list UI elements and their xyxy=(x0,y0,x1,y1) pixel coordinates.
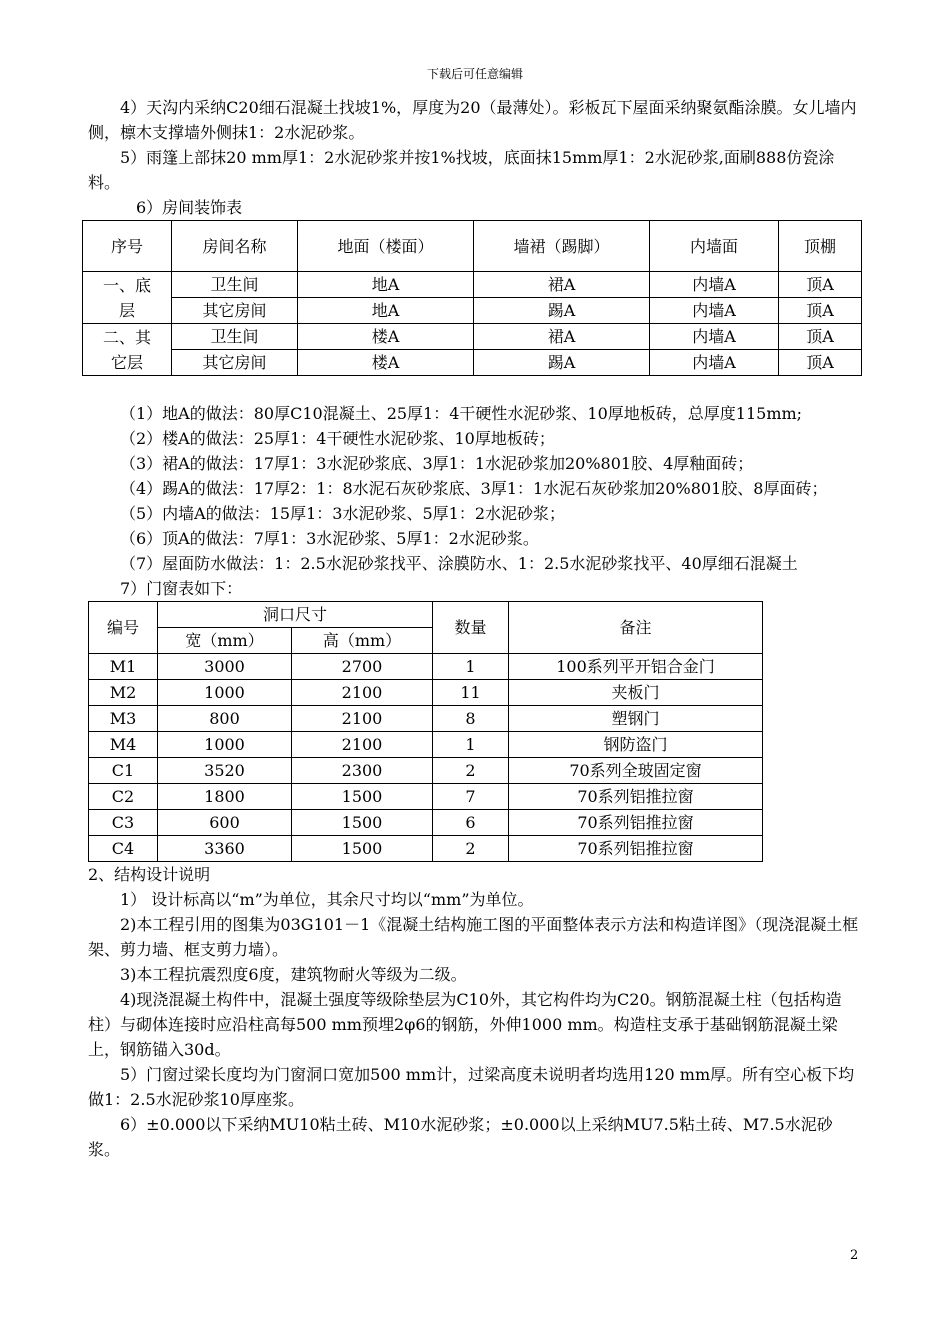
table-cell: 踢A xyxy=(474,350,650,376)
table-cell: 一、底层 xyxy=(83,272,172,324)
table-cell: 1500 xyxy=(292,810,433,836)
room-decoration-table xyxy=(82,220,862,376)
table-row xyxy=(89,758,763,784)
method-item: （5）内墙A的做法：15厚1：3水泥砂浆、5厚1：2水泥砂浆； xyxy=(120,504,565,523)
method-item: （6）顶A的做法：7厚1：3水泥砂浆、5厚1：2水泥砂浆。 xyxy=(120,529,539,548)
table-header-cell: 序号 xyxy=(83,221,172,272)
table-row xyxy=(83,350,862,376)
table-cell: 内墙A xyxy=(650,272,779,298)
table-row xyxy=(83,298,862,324)
table-header-cell: 数量 xyxy=(433,602,509,654)
table-row xyxy=(89,810,763,836)
table-cell: 1 xyxy=(433,654,509,680)
table-header-cell: 地面（楼面） xyxy=(298,221,474,272)
section-title: 6）房间装饰表 xyxy=(136,198,243,217)
table-cell: 7 xyxy=(433,784,509,810)
table-cell: C1 xyxy=(89,758,158,784)
page-number: 2 xyxy=(850,1248,859,1263)
table-header-cell: 墙裙（踢脚） xyxy=(474,221,650,272)
method-item: （3）裙A的做法：17厚1：3水泥砂浆底、3厚1：1水泥砂浆加20%801胶、4厚釉面砖； xyxy=(120,454,754,473)
table-cell: 3000 xyxy=(158,654,292,680)
door-window-table xyxy=(88,601,763,862)
table-header-row xyxy=(89,602,763,628)
paragraph: 6）±0.000以下采纳MU10粘土砖、M10水泥砂浆；±0.000以上采纳MU7.5粘土砖、M7.5水泥砂浆。 xyxy=(88,1115,833,1159)
table-cell: 踢A xyxy=(474,298,650,324)
section-title: 2、结构设计说明 xyxy=(88,865,211,884)
table-cell: 楼A xyxy=(298,350,474,376)
table-cell: 1500 xyxy=(292,836,433,862)
table-cell: 2 xyxy=(433,758,509,784)
paragraph: 1） 设计标高以“m”为单位，其余尺寸均以“mm”为单位。 xyxy=(120,890,534,909)
method-item: （7）屋面防水做法：1：2.5水泥砂浆找平、涂膜防水、1：2.5水泥砂浆找平、40厚细石混凝土 xyxy=(120,554,798,573)
table-cell: 楼A xyxy=(298,324,474,350)
table-cell: 塑钢门 xyxy=(509,706,763,732)
table-header-cell: 洞口尺寸 xyxy=(158,602,433,628)
table-header-cell: 房间名称 xyxy=(172,221,298,272)
table-cell: 钢防盗门 xyxy=(509,732,763,758)
table-cell: 其它房间 xyxy=(172,298,298,324)
table-row xyxy=(89,706,763,732)
table-cell: 1000 xyxy=(158,732,292,758)
table-header-cell: 内墙面 xyxy=(650,221,779,272)
paragraph: 2)本工程引用的图集为03G101－1《混凝土结构施工图的平面整体表示方法和构造详图》（现浇混凝土框架、剪力墙、框支剪力墙）。 xyxy=(88,915,859,959)
table-cell: 卫生间 xyxy=(172,324,298,350)
table-row xyxy=(89,836,763,862)
table-cell: C4 xyxy=(89,836,158,862)
table-cell: C2 xyxy=(89,784,158,810)
table-row xyxy=(89,732,763,758)
table-cell: 顶A xyxy=(779,324,862,350)
table-cell: 内墙A xyxy=(650,350,779,376)
table-row xyxy=(89,654,763,680)
table-cell: 2700 xyxy=(292,654,433,680)
table-row xyxy=(89,784,763,810)
table-cell: 卫生间 xyxy=(172,272,298,298)
table-cell: 800 xyxy=(158,706,292,732)
table-cell: 600 xyxy=(158,810,292,836)
paragraph: 3)本工程抗震烈度6度，建筑物耐火等级为二级。 xyxy=(120,965,467,984)
table-cell: 其它房间 xyxy=(172,350,298,376)
table-header-cell: 宽（mm） xyxy=(158,628,292,654)
table-row xyxy=(83,324,862,350)
table-cell: 2100 xyxy=(292,732,433,758)
table-row xyxy=(89,680,763,706)
document-body xyxy=(88,95,863,1162)
table-cell: M4 xyxy=(89,732,158,758)
table-cell: 2300 xyxy=(292,758,433,784)
table-cell: 内墙A xyxy=(650,298,779,324)
table-cell: 3360 xyxy=(158,836,292,862)
table-cell: 70系列全玻固定窗 xyxy=(509,758,763,784)
table-cell: 2100 xyxy=(292,706,433,732)
paragraph: 5）雨篷上部抹20 mm厚1：2水泥砂浆并按1%找坡，底面抹15mm厚1：2水泥砂浆,面刷888仿瓷涂料。 xyxy=(88,148,835,192)
table-header-cell: 高（mm） xyxy=(292,628,433,654)
table-cell: 8 xyxy=(433,706,509,732)
method-item: （4）踢A的做法：17厚2：1：8水泥石灰砂浆底、3厚1：1水泥石灰砂浆加20%801胶、8厚面砖； xyxy=(120,479,828,498)
table-cell: 1000 xyxy=(158,680,292,706)
table-cell: 裙A xyxy=(474,272,650,298)
table-cell: 2 xyxy=(433,836,509,862)
table-cell: 100系列平开铝合金门 xyxy=(509,654,763,680)
method-item: （2）楼A的做法：25厚1：4干硬性水泥砂浆、10厚地板砖； xyxy=(120,429,555,448)
table-cell: 地A xyxy=(298,298,474,324)
table-header-cell: 编号 xyxy=(89,602,158,654)
paragraph: 5）门窗过梁长度均为门窗洞口宽加500 mm计，过梁高度未说明者均选用120 mm厚。所有空心板下均做1：2.5水泥砂浆10厚座浆。 xyxy=(88,1065,855,1109)
table-cell: 夹板门 xyxy=(509,680,763,706)
table-cell: 70系列铝推拉窗 xyxy=(509,784,763,810)
table-cell: 二、其它层 xyxy=(83,324,172,376)
table-cell: M1 xyxy=(89,654,158,680)
table-cell: 2100 xyxy=(292,680,433,706)
table-cell: 70系列铝推拉窗 xyxy=(509,810,763,836)
table-cell: 顶A xyxy=(779,350,862,376)
table-cell: 顶A xyxy=(779,298,862,324)
table-cell: 11 xyxy=(433,680,509,706)
table-cell: 3520 xyxy=(158,758,292,784)
page-header: 下载后可任意编辑 xyxy=(426,67,523,81)
table-cell: 内墙A xyxy=(650,324,779,350)
section-title: 7）门窗表如下： xyxy=(120,579,243,598)
table-cell: 70系列铝推拉窗 xyxy=(509,836,763,862)
paragraph: 4）天沟内采纳C20细石混凝土找坡1%，厚度为20（最薄处）。彩板瓦下屋面采纳聚氨酯涂膜。女儿墙内侧，檩木支撑墙外侧抹1：2水泥砂浆。 xyxy=(88,98,857,142)
table-row xyxy=(83,272,862,298)
table-cell: 裙A xyxy=(474,324,650,350)
table-header-cell: 备注 xyxy=(509,602,763,654)
table-cell: 1800 xyxy=(158,784,292,810)
table-header-row xyxy=(83,221,862,272)
paragraph: 4)现浇混凝土构件中，混凝土强度等级除垫层为C10外，其它构件均为C20。钢筋混凝土柱（包括构造柱）与砌体连接时应沿柱高每500 mm预埋2φ6的钢筋，外伸1000 mm。构造柱支承于基础钢筋混凝土梁上，钢筋锚入30d。 xyxy=(88,990,842,1059)
table-cell: 地A xyxy=(298,272,474,298)
table-cell: C3 xyxy=(89,810,158,836)
table-cell: 顶A xyxy=(779,272,862,298)
method-item: （1）地A的做法：80厚C10混凝土、25厚1：4干硬性水泥砂浆、10厚地板砖，总厚度115mm; xyxy=(120,404,803,423)
table-cell: 1500 xyxy=(292,784,433,810)
table-cell: 1 xyxy=(433,732,509,758)
table-cell: 6 xyxy=(433,810,509,836)
table-cell: M2 xyxy=(89,680,158,706)
table-cell: M3 xyxy=(89,706,158,732)
table-header-cell: 顶棚 xyxy=(779,221,862,272)
